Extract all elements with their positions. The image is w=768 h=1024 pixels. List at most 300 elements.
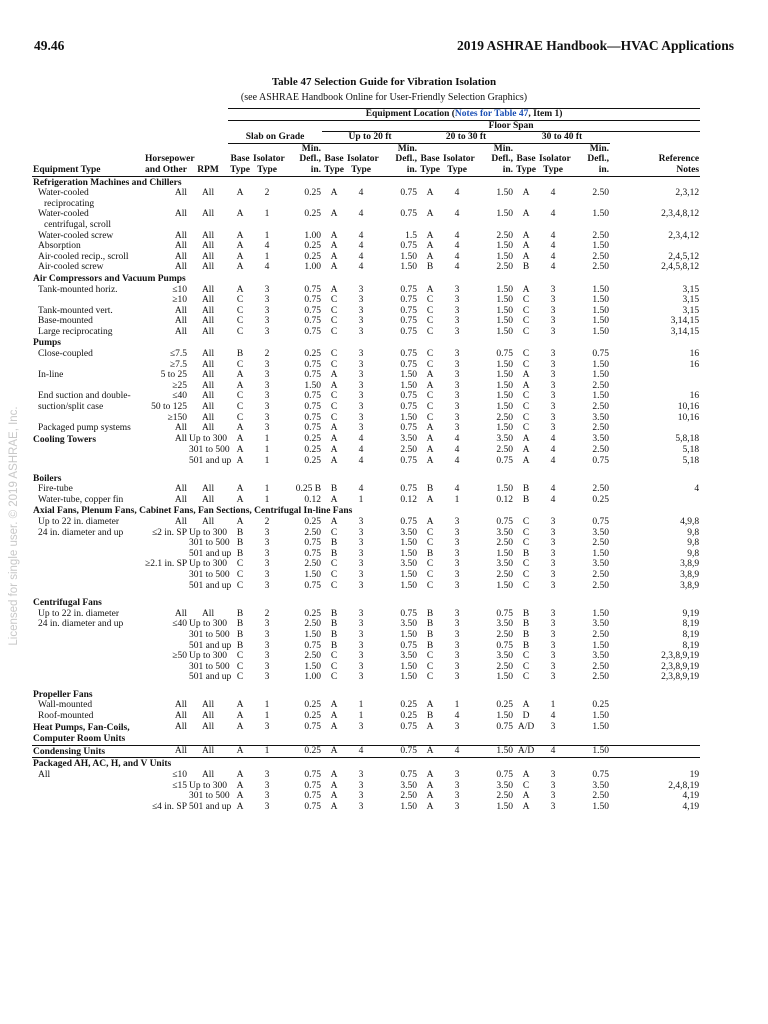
isolator-type-cell: 1 [264,456,270,466]
isolator-type-cell: 3 [454,402,460,413]
base-type-cell: C [330,580,338,591]
table-row [32,619,700,630]
isolator-type-cell: 4 [264,262,270,273]
isolator-type-cell: 3 [454,538,460,549]
min-defl-cell: 0.25 [304,241,322,252]
min-defl-cell: 0.75 [496,770,514,781]
isolator-type-cell: 3 [358,569,364,580]
rpm-cell: All [201,251,215,262]
reference-notes-cell: 10,16 [677,402,700,413]
min-defl-cell: 1.50 [496,188,514,199]
table-row [32,641,700,652]
min-defl-cell: 1.50 [496,711,514,722]
rpm-cell: All [201,316,215,327]
rpm-cell: All [201,700,215,711]
base-type-cell: C [426,661,434,672]
min-defl-cell: 1.50 [496,370,514,381]
min-defl-cell: 1.50 [592,801,610,812]
base-type-cell: C [522,559,530,570]
base-type-cell: A [236,780,244,791]
base-type-cell: A [522,433,530,444]
isolator-type-cell: 1 [550,700,556,711]
equipment-type-cell: centrifugal, scroll [44,219,112,230]
min-defl-cell: 0.25 [304,251,322,262]
isolator-type-cell: 3 [550,295,556,306]
base-type-cell: B [426,619,434,630]
rpm-cell: All [201,721,215,732]
min-defl-cell: 0.75 [304,423,322,434]
rpm-cell: All [201,402,215,413]
rpm-cell: All [201,230,215,241]
rpm-cell: All [201,295,215,306]
isolator-type-cell: 4 [550,209,556,220]
base-type-cell: A [330,423,338,434]
min-defl-cell: 1.50 [592,209,610,220]
category-label: Boilers [33,473,62,484]
horsepower-cell: 50 to 125 [151,402,187,413]
table-row [32,630,700,641]
reference-notes-cell: 16 [689,391,700,402]
base-type-cell: C [522,780,530,791]
isolator-type-cell: 4 [550,456,556,466]
min-defl-cell: 1.50 [592,241,610,252]
min-defl-cell: 1.50 [496,548,514,559]
reference-notes-cell: 3,15 [682,305,700,316]
isolator-type-cell: 3 [358,284,364,295]
isolator-type-cell: 3 [358,295,364,306]
equipment-type-cell: Tank-mounted vert. [38,305,113,316]
min-defl-cell: 1.50 [592,608,610,619]
base-type-cell: C [330,316,338,327]
base-type-cell: B [522,548,530,559]
reference-notes-cell: 2,3,8,9,19 [661,672,700,683]
rpm-cell: Up to 300 [189,651,228,662]
isolator-type-cell: 3 [550,580,556,591]
min-defl-cell: 1.50 [304,380,322,391]
isolator-type-cell: 3 [358,672,364,683]
base-type-cell: A [522,209,530,220]
min-defl-cell: 0.25 [592,700,610,711]
col-base: Base [516,154,536,165]
min-defl-cell: 2.50 [496,629,514,640]
min-defl-cell: 0.75 [400,391,418,402]
equipment-type-cell [32,651,144,662]
isolator-type-cell: 3 [264,316,270,327]
base-type-cell: A [426,801,434,812]
reference-notes-cell: 2,4,8,19 [668,780,700,791]
col-base: Base [230,154,250,165]
base-type-cell: C [330,305,338,316]
min-defl-cell: 1.50 [496,295,514,306]
equipment-type-cell [32,413,144,424]
base-type-cell: A [330,262,338,273]
base-type-cell: C [426,305,434,316]
header-spacer [32,109,228,121]
isolator-type-cell: 3 [454,640,460,651]
base-type-cell: C [236,661,244,672]
isolator-type-cell: 3 [358,326,364,337]
min-defl-cell: 0.75 [304,791,322,802]
rpm-cell: All [201,262,215,273]
horsepower-cell: All [174,433,187,444]
min-defl-cell: 0.25 [400,700,418,711]
reference-notes-cell: 3,14,15 [670,326,700,337]
table-row [32,517,700,528]
min-defl-cell: 1.50 [496,391,514,402]
isolator-type-cell: 3 [264,580,270,591]
min-defl-cell: 2.50 [496,412,514,423]
base-type-cell: C [522,423,530,434]
rpm-cell: All [201,349,215,360]
horsepower-cell: All [174,711,187,722]
base-type-cell: A [426,700,434,711]
table-row [32,285,700,296]
min-defl-cell: 0.75 [304,548,322,559]
base-type-cell: A [522,445,530,456]
rpm-cell: 301 to 500 [189,445,230,456]
min-defl-cell: 1.50 [400,370,418,381]
isolator-type-cell: 3 [264,619,270,630]
isolator-type-cell: 3 [550,559,556,570]
table-row [32,672,700,683]
min-defl-cell: 0.75 [304,316,322,327]
min-defl-cell: 0.75 [304,780,322,791]
base-type-cell: A [426,516,434,527]
base-type-cell: A [330,780,338,791]
isolator-type-cell: 3 [358,349,364,360]
min-defl-cell: 0.75 [400,349,418,360]
isolator-type-cell: 4 [358,230,364,241]
min-defl-cell: 0.25 [304,711,322,722]
base-type-cell: A [522,230,530,241]
isolator-type-cell: 3 [358,801,364,812]
base-type-cell: B [522,608,530,619]
category-label: Packaged AH, AC, H, and V Units [33,759,172,770]
min-defl-cell: 2.50 [496,445,514,456]
base-type-cell: C [522,412,530,423]
min-defl-cell: 0.75 [400,188,418,199]
min-defl-cell: 2.50 [592,569,610,580]
isolator-type-cell: 3 [358,580,364,591]
isolator-type-cell: 3 [358,629,364,640]
rpm-cell: 301 to 500 [189,569,230,580]
isolator-type-cell: 1 [264,209,270,220]
rpm-cell: All [201,305,215,316]
isolator-type-cell: 4 [358,188,364,199]
min-defl-cell: 0.25 B [295,484,322,495]
base-type-cell: A [330,516,338,527]
isolator-type-cell: 3 [358,402,364,413]
reference-notes-cell: 3,8,9 [680,559,700,570]
license-watermark [6,380,22,680]
equipment-type-cell: Water-tube, copper fin [38,494,124,505]
reference-notes-cell: 2,3,4,8,12 [661,209,700,220]
horsepower-cell: All [174,262,187,273]
isolator-type-cell: 3 [358,516,364,527]
min-defl-cell: 1.50 [400,262,418,273]
isolator-type-cell: 3 [550,548,556,559]
horsepower-cell: ≤15 [172,780,187,791]
base-type-cell: C [522,538,530,549]
base-type-cell: C [426,326,434,337]
min-defl-cell: 3.50 [496,651,514,662]
min-defl-cell: 0.75 [496,721,514,732]
table-row [32,316,700,327]
base-type-cell: C [522,305,530,316]
base-type-cell: A [236,370,244,381]
min-defl-cell: 1.50 [496,380,514,391]
min-defl-cell: 2.50 [496,230,514,241]
base-type-cell: C [426,412,434,423]
rpm-cell: All [201,770,215,781]
min-defl-cell: 0.75 [400,209,418,220]
base-type-cell: A [522,241,530,252]
horsepower-cell: All [174,305,187,316]
isolator-type-cell: 3 [454,516,460,527]
base-type-cell: A [426,423,434,434]
base-type-cell: A [236,456,244,466]
min-defl-cell: 0.75 [304,359,322,370]
table-row [32,559,700,570]
base-type-cell: C [426,672,434,683]
table-row [32,402,700,413]
table-row [32,231,700,242]
base-type-cell: A [426,721,434,732]
floor-span-header: Floor Span [322,120,700,132]
min-defl-cell: 1.50 [400,661,418,672]
isolator-type-cell: 3 [550,661,556,672]
notes-link[interactable]: Notes for Table 47 [454,109,529,119]
min-defl-cell: 1.50 [496,801,514,812]
base-type-cell: C [426,569,434,580]
table-row [32,241,700,252]
base-type-cell: A [330,433,338,444]
min-defl-cell: 0.75 [304,284,322,295]
base-type-cell: C [330,412,338,423]
isolator-type-cell: 3 [454,559,460,570]
rpm-cell: Up to 300 [189,527,228,538]
table-row [32,295,700,306]
table-row [32,484,700,495]
col-isolator: Isolator [347,154,379,165]
rpm-cell: All [201,412,215,423]
reference-notes-cell: 4 [694,484,700,495]
reference-notes-cell [610,700,700,711]
table-row [32,528,700,539]
equipment-location-header: Equipment Location (Notes for Table 47, Item 1) [228,109,700,121]
category-row [32,597,700,609]
isolator-type-cell: 3 [264,305,270,316]
isolator-type-cell: 3 [264,370,270,381]
min-defl-cell: 3.50 [592,619,610,630]
horsepower-cell: ≥50 [172,651,187,662]
min-defl-cell: 0.75 [400,359,418,370]
horsepower-cell: ≤40 [172,619,187,630]
min-defl-cell: 0.75 [304,721,322,732]
reference-notes-cell: 9,8 [687,527,700,538]
rpm-cell: All [201,188,215,199]
min-label: Min. [397,143,418,154]
base-type-cell: A [330,801,338,812]
base-type-cell: A [236,484,244,495]
isolator-type-cell: 3 [358,770,364,781]
equipment-type-cell: Absorption [38,241,81,252]
isolator-type-cell: 3 [358,721,364,732]
base-type-cell: B [236,527,244,538]
rpm-cell: 501 and up [189,456,232,466]
min-label: Min. [301,143,322,154]
min-defl-cell: 2.50 [592,538,610,549]
base-type-cell: A [522,251,530,262]
reference-notes-cell: 4,19 [682,801,700,812]
isolator-type-cell: 3 [264,391,270,402]
category-label: Refrigeration Machines and Chillers [33,177,182,188]
base-type-cell: C [522,527,530,538]
base-type-cell: C [522,569,530,580]
min-defl-cell: 0.75 [304,770,322,781]
equipment-type-cell: Roof-mounted [38,711,94,722]
min-defl-cell: 0.75 [400,423,418,434]
base-type-cell: B [426,629,434,640]
base-type-cell: B [330,538,338,549]
reference-notes-cell: 16 [689,359,700,370]
isolator-type-cell: 4 [550,241,556,252]
min-defl-cell: 0.75 [304,538,322,549]
base-type-cell: C [522,672,530,683]
base-type-cell: C [236,295,244,306]
base-type-cell: C [236,326,244,337]
min-defl-cell: 1.50 [496,305,514,316]
rpm-cell: All [201,359,215,370]
horsepower-cell [144,672,188,683]
base-type-cell: C [236,402,244,413]
min-defl-cell: 1.50 [592,745,610,756]
isolator-type-cell: 3 [358,391,364,402]
base-type-cell: C [330,349,338,360]
min-defl-cell: 0.75 [496,516,514,527]
isolator-type-cell: 4 [550,445,556,456]
min-defl-cell: 3.50 [496,527,514,538]
col-defl: Defl., [299,154,322,165]
base-type-cell: A [236,230,244,241]
isolator-type-cell: 1 [264,494,270,505]
min-defl-cell: 0.75 [400,608,418,619]
table-row [32,434,700,446]
isolator-type-cell: 1 [358,700,364,711]
table-row [32,700,700,711]
equipment-type-cell: reciprocating [44,198,95,209]
isolator-type-cell: 3 [358,661,364,672]
horsepower-cell [144,581,188,592]
min-defl-cell: 1.50 [592,711,610,722]
base-type-cell: C [522,516,530,527]
base-type-cell: C [330,672,338,683]
isolator-type-cell: 3 [550,721,556,732]
table-row [32,262,700,273]
min-defl-cell: 0.75 [400,295,418,306]
min-defl-cell: 1.50 [496,316,514,327]
min-defl-cell: 3.50 [400,780,418,791]
equipment-type-cell: Up to 22 in. diameter [38,608,119,619]
table-row [32,781,700,792]
isolator-type-cell: 2 [264,188,270,199]
isolator-type-cell: 3 [550,672,556,683]
rpm-cell: Up to 300 [189,780,228,791]
base-type-cell: A [236,241,244,252]
rpm-cell: All [201,284,215,295]
equipment-type-cell [32,791,144,802]
base-type-cell: A [236,433,244,444]
base-type-cell: A [330,791,338,802]
category-row [32,758,700,770]
table-row [32,651,700,662]
min-defl-cell: 0.75 [400,284,418,295]
reference-notes-cell: 9,8 [687,538,700,549]
horsepower-cell: All [174,608,187,619]
table-row [32,423,700,434]
isolator-type-cell: 3 [358,316,364,327]
horsepower-cell: 5 to 25 [160,370,187,381]
rpm-cell: Up to 300 [189,559,228,570]
reference-notes-cell: 5,18 [682,456,700,466]
isolator-type-cell: 4 [454,188,460,199]
base-type-cell: C [330,402,338,413]
min-defl-cell: 1.00 [304,672,322,683]
base-type-cell: C [236,651,244,662]
min-defl-cell: 0.75 [496,608,514,619]
rpm-cell: All [201,745,215,756]
min-defl-cell: 2.50 [592,402,610,413]
isolator-type-cell: 3 [358,359,364,370]
rpm-cell: 301 to 500 [189,538,230,549]
base-type-cell: A [330,241,338,252]
min-defl-cell: 3.50 [592,651,610,662]
table-row [32,306,700,317]
isolator-type-cell: 4 [550,494,556,505]
isolator-type-cell: 1 [358,494,364,505]
isolator-type-cell: 3 [550,640,556,651]
horsepower-cell: All [174,188,187,199]
min-defl-cell: 1.50 [400,251,418,262]
base-type-cell: A [522,791,530,802]
min-defl-cell: 2.50 [496,791,514,802]
min-defl-cell: 2.50 [592,445,610,456]
isolator-type-cell: 3 [550,284,556,295]
base-type-cell: C [330,359,338,370]
min-defl-cell: 1.50 [496,284,514,295]
base-type-cell: C [236,412,244,423]
reference-notes-cell: 8,19 [682,619,700,630]
isolator-type-cell: 4 [358,209,364,220]
group-up-to-20ft: Up to 20 ft [322,132,418,144]
isolator-type-cell: 4 [550,484,556,495]
base-type-cell: B [522,494,530,505]
isolator-type-cell: 4 [550,433,556,444]
min-defl-cell: 1.50 [592,391,610,402]
base-type-cell: A [330,770,338,781]
table-row [32,745,700,758]
base-type-cell: A [426,445,434,456]
reference-notes-cell: 2,3,4,12 [668,230,700,241]
group-30-to-40ft: 30 to 40 ft [514,132,610,144]
isolator-type-cell: 4 [454,745,460,756]
min-defl-cell: 1.50 [400,580,418,591]
equipment-type-cell: Base-mounted [38,316,93,327]
base-type-cell: B [426,484,434,495]
base-type-cell: C [330,391,338,402]
base-type-cell: B [426,640,434,651]
reference-notes-cell [610,381,700,392]
